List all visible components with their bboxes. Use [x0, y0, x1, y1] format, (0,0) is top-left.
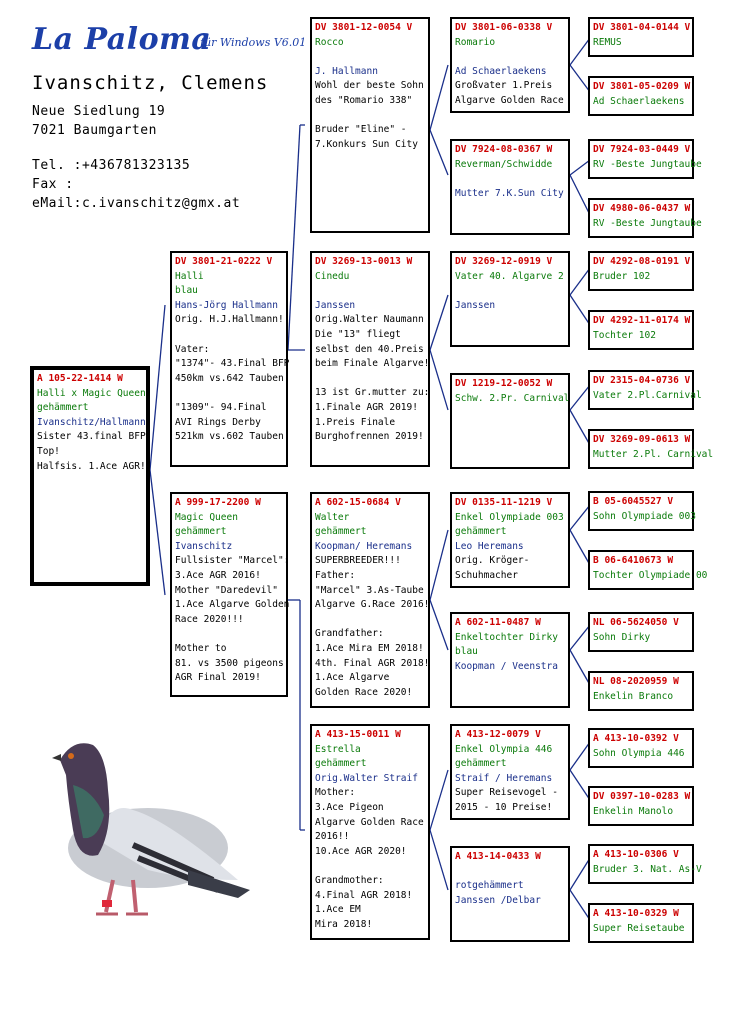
pedigree-line: Die "13" fliegt	[315, 328, 401, 340]
pedigree-line: Ad Schaerlaekens	[455, 65, 547, 77]
pedigree-line: Sohn Olympia 446	[593, 747, 685, 759]
pedigree-line: Sister 43.final BFP!	[37, 431, 152, 443]
address-city: 7021 Baumgarten	[32, 123, 157, 138]
app-logo: La Paloma	[32, 22, 212, 57]
pedigree-line: selbst den 40.Preis	[315, 343, 424, 355]
ggp-card-4	[588, 198, 702, 238]
pedigree-line: beim Finale Algarve!	[315, 358, 430, 370]
pedigree-line: Race 2020!!!	[175, 613, 244, 625]
pedigree-line: 521km vs.602 Tauben!	[175, 431, 290, 443]
ring-number: DV 3801-05-0209 W	[593, 81, 691, 92]
ring-number: DV 3801-06-0338 V	[455, 22, 553, 33]
pedigree-line: Tochter Olympiade 00	[593, 569, 708, 581]
pedigree-line: 1.Preis Finale	[315, 416, 396, 428]
pedigree-line: Sohn Olympiade 003	[593, 510, 696, 522]
phone-number: Tel. :+436781323135	[32, 158, 191, 173]
pedigree-line: Janssen	[315, 299, 356, 311]
pedigree-line: Orig. Kröger-	[455, 555, 530, 567]
pedigree-line: gehämmert	[455, 526, 507, 538]
pedigree-line: Sohn Dirky	[593, 631, 651, 643]
pedigree-line: Vater 2.Pl.Carnival	[593, 389, 702, 401]
pedigree-line: 81. vs 3500 pigeons	[175, 657, 284, 669]
ggp-card-13	[588, 728, 694, 768]
pedigree-line: Orig. H.J.Hallmann!	[175, 314, 284, 326]
main-pigeon-card	[30, 366, 150, 586]
pedigree-line: Super Reisetaube	[593, 922, 685, 934]
gp-ds-dam-card	[450, 612, 570, 708]
ring-number: DV 4980-06-0437 W	[593, 203, 691, 214]
pedigree-line: Grandfather:	[315, 628, 384, 640]
ring-number: DV 4292-11-0174 W	[593, 315, 691, 326]
pedigree-line: Ivanschitz/Hallmann	[37, 416, 146, 428]
pedigree-line	[315, 284, 425, 299]
pedigree-line: "Marcel" 3.As-Taube	[315, 584, 424, 596]
ring-number: DV 0397-10-0283 W	[593, 791, 691, 802]
ring-number: NL 06-5624050 V	[593, 617, 679, 628]
pedigree-line: Top!	[37, 445, 60, 457]
pedigree-line	[175, 328, 283, 343]
sire-card	[170, 251, 288, 467]
pedigree-line: gehämmert	[455, 758, 507, 770]
dam-sire-card	[310, 492, 430, 708]
pedigree-line: Leo Heremans	[455, 540, 524, 552]
pedigree-line: Schw. 2.Pr. Carnival	[455, 392, 570, 404]
ggp-card-14	[588, 786, 694, 826]
pedigree-line: Burghofrennen 2019!	[315, 431, 424, 443]
owner-name: Ivanschitz, Clemens	[32, 72, 269, 94]
ring-number: DV 1219-12-0052 W	[455, 378, 553, 389]
ring-number: A 413-12-0079 V	[455, 729, 541, 740]
pedigree-line: 450km vs.642 Tauben!	[175, 372, 290, 384]
pedigree-line: 3.Ace AGR 2016!	[175, 569, 261, 581]
address-street: Neue Siedlung 19	[32, 104, 166, 119]
pedigree-line: 13 ist Gr.mutter zu:	[315, 387, 430, 399]
pedigree-line: "1309"- 94.Final	[175, 401, 267, 413]
pedigree-line: Ad Schaerlaekens	[593, 95, 685, 107]
ring-number: DV 3801-12-0054 V	[315, 22, 413, 33]
pedigree-line: 1.Ace Algarve	[315, 672, 390, 684]
pigeon-photo	[38, 730, 253, 930]
pedigree-line: AGR Final 2019!	[175, 672, 261, 684]
ggp-card-16	[588, 903, 694, 943]
pedigree-line: Enkelin Branco	[593, 690, 674, 702]
pedigree-line: gehämmert	[175, 526, 227, 538]
ggp-card-7	[588, 370, 702, 410]
pedigree-line: Hans-Jörg Hallmann	[175, 299, 278, 311]
gp-dd-sire-card	[450, 724, 570, 820]
pedigree-line: AVI Rings Derby	[175, 416, 261, 428]
pedigree-line: Algarve Golden Race	[455, 94, 564, 106]
pedigree-line: Straif / Heremans	[455, 772, 553, 784]
pedigree-line: Enkeltochter Dirky	[455, 631, 558, 643]
ring-number: A 602-15-0684 V	[315, 497, 401, 508]
ring-number: A 602-11-0487 W	[455, 617, 541, 628]
ggp-card-10	[588, 550, 708, 590]
pedigree-line: Janssen	[455, 299, 496, 311]
email-address: eMail:c.ivanschitz@gmx.at	[32, 196, 241, 211]
pedigree-line	[455, 172, 565, 187]
pedigree-line	[455, 50, 565, 65]
pedigree-line	[315, 372, 425, 387]
pedigree-line: Enkel Olympia 446	[455, 743, 553, 755]
pedigree-line: Enkelin Manolo	[593, 805, 674, 817]
pedigree-line: 2015 - 10 Preise!	[455, 801, 553, 813]
ring-number: DV 7924-08-0367 W	[455, 144, 553, 155]
gp-sire-sire-card	[450, 17, 570, 113]
ggp-card-2	[588, 76, 694, 116]
pedigree-line: RV -Beste Jungtaube	[593, 158, 702, 170]
ggp-card-5	[588, 251, 694, 291]
pedigree-line: Father:	[315, 569, 356, 581]
ring-number: A 413-15-0011 W	[315, 729, 401, 740]
sire-sire-card	[310, 17, 430, 233]
pedigree-line: Mother to	[175, 642, 227, 654]
pedigree-line: 1.Finale AGR 2019!	[315, 401, 418, 413]
pedigree-line: Schuhmacher	[455, 569, 518, 581]
pedigree-line	[455, 865, 565, 880]
ring-number: DV 3801-21-0222 V	[175, 256, 273, 267]
ring-number: DV 4292-08-0191 V	[593, 256, 691, 267]
pedigree-line: Orig.Walter Straif	[315, 772, 418, 784]
ring-number: A 105-22-1414 W	[37, 373, 123, 384]
pedigree-line: blau	[455, 646, 478, 658]
pedigree-line	[315, 50, 425, 65]
app-version: für Windows V6.01	[200, 36, 307, 49]
ring-number: DV 0135-11-1219 V	[455, 497, 553, 508]
pedigree-line: Fullsister "Marcel":	[175, 555, 290, 567]
pedigree-line: Mutter 2.Pl. Carnival	[593, 448, 714, 460]
pedigree-line: Magic Queen	[175, 511, 238, 523]
pedigree-line: 4.Final AGR 2018!	[315, 889, 413, 901]
ring-number: A 413-14-0433 W	[455, 851, 541, 862]
pedigree-line: Mutter 7.K.Sun City	[455, 187, 564, 199]
pedigree-line: Enkel Olympiade 003	[455, 511, 564, 523]
gp-dam-dam-card	[450, 373, 570, 469]
pedigree-line: Bruder 3. Nat. As-V	[593, 863, 702, 875]
pedigree-line: Ivanschitz	[175, 540, 233, 552]
pedigree-line: Orig.Walter Naumann	[315, 314, 424, 326]
ggp-card-8	[588, 429, 714, 469]
sire-dam-card	[310, 251, 430, 467]
pedigree-line	[315, 613, 425, 628]
pedigree-line: Bruder 102	[593, 270, 651, 282]
ggp-card-1	[588, 17, 694, 57]
pedigree-line: Estrella	[315, 743, 361, 755]
pedigree-line: Romario	[455, 36, 496, 48]
pedigree-line: Vater 40. Algarve 2	[455, 270, 564, 282]
ring-number: A 413-10-0329 W	[593, 908, 679, 919]
pedigree-line: Mother:	[315, 787, 356, 799]
pedigree-line: Vater:	[175, 343, 210, 355]
pedigree-line: Halli x Magic Queen	[37, 387, 146, 399]
pedigree-line: Wohl der beste Sohn	[315, 80, 424, 92]
ring-number: B 06-6410673 W	[593, 555, 674, 566]
ring-number: DV 3269-12-0919 V	[455, 256, 553, 267]
pedigree-line: Halli	[175, 270, 204, 282]
pedigree-line: gehämmert	[315, 758, 367, 770]
pedigree-line: Mother "Daredevil"	[175, 584, 278, 596]
pedigree-line: Algarve G.Race 2016!	[315, 599, 430, 611]
pedigree-line: 7.Konkurs Sun City	[315, 138, 418, 150]
pedigree-line: Bruder "Eline" -	[315, 124, 407, 136]
pedigree-line: des "Romario 338"	[315, 94, 413, 106]
pedigree-line: SUPERBREEDER!!!	[315, 555, 401, 567]
pedigree-line: 3.Ace Pigeon	[315, 801, 384, 813]
ggp-card-11	[588, 612, 694, 652]
pedigree-line: blau	[175, 285, 198, 297]
ggp-card-15	[588, 844, 702, 884]
pedigree-line: 2016!!	[315, 831, 350, 843]
gp-dam-sire-card	[450, 251, 570, 347]
pedigree-line: Reverman/Schwidde	[455, 158, 553, 170]
pedigree-line: Rocco	[315, 36, 344, 48]
pedigree-line: Koopman / Veenstra	[455, 660, 558, 672]
pedigree-line: Koopman/ Heremans	[315, 540, 413, 552]
pedigree-line: Golden Race 2020!	[315, 686, 413, 698]
gp-ds-sire-card	[450, 492, 570, 588]
pedigree-line: Walter	[315, 511, 350, 523]
pedigree-line: Großvater 1.Preis	[455, 80, 553, 92]
pedigree-line: RV -Beste Jungtaube	[593, 217, 702, 229]
gp-sire-dam-card	[450, 139, 570, 235]
ring-number: A 413-10-0306 V	[593, 849, 679, 860]
pedigree-line	[455, 284, 565, 299]
ggp-card-9	[588, 491, 694, 531]
pedigree-line: 1.Ace EM	[315, 904, 361, 916]
pedigree-line: gehämmert	[37, 402, 89, 414]
ggp-card-6	[588, 310, 694, 350]
ring-number: DV 3801-04-0144 V	[593, 22, 691, 33]
ring-number: NL 08-2020959 W	[593, 676, 679, 687]
pedigree-line: REMUS	[593, 36, 622, 48]
pedigree-line: Super Reisevogel -	[455, 787, 558, 799]
pedigree-line: rotgehämmert	[455, 880, 524, 892]
ggp-card-3	[588, 139, 702, 179]
pedigree-line: Tochter 102	[593, 329, 656, 341]
pedigree-line: Halfsis. 1.Ace AGR!	[37, 460, 146, 472]
ring-number: A 999-17-2200 W	[175, 497, 261, 508]
ring-number: A 413-10-0392 V	[593, 733, 679, 744]
ring-number: B 05-6045527 V	[593, 496, 674, 507]
pedigree-line: "1374"- 43.Final BFP	[175, 358, 290, 370]
ggp-card-12	[588, 671, 694, 711]
dam-dam-card	[310, 724, 430, 940]
pedigree-line: 1.Ace Mira EM 2018!	[315, 642, 424, 654]
pedigree-line: Cinedu	[315, 270, 350, 282]
dam-card	[170, 492, 288, 697]
pedigree-line	[175, 627, 283, 642]
pedigree-line: J. Hallmann	[315, 65, 378, 77]
pedigree-line	[175, 386, 283, 401]
pedigree-line: gehämmert	[315, 526, 367, 538]
pedigree-line: 1.Ace Algarve Golden	[175, 599, 290, 611]
fax-number: Fax :	[32, 177, 74, 192]
pedigree-line: Algarve Golden Race	[315, 816, 424, 828]
pedigree-line: Grandmother:	[315, 874, 384, 886]
gp-dd-dam-card	[450, 846, 570, 942]
pedigree-line	[315, 859, 425, 874]
ring-number: DV 3269-09-0613 W	[593, 434, 691, 445]
pedigree-line: 4th. Final AGR 2018!	[315, 657, 430, 669]
pedigree-line: 10.Ace AGR 2020!	[315, 845, 407, 857]
pedigree-line: Mira 2018!	[315, 918, 373, 930]
pedigree-line: Janssen /Delbar	[455, 894, 541, 906]
ring-number: DV 7924-03-0449 V	[593, 144, 691, 155]
ring-number: DV 3269-13-0013 W	[315, 256, 413, 267]
pedigree-line	[315, 109, 425, 124]
ring-number: DV 2315-04-0736 V	[593, 375, 691, 386]
